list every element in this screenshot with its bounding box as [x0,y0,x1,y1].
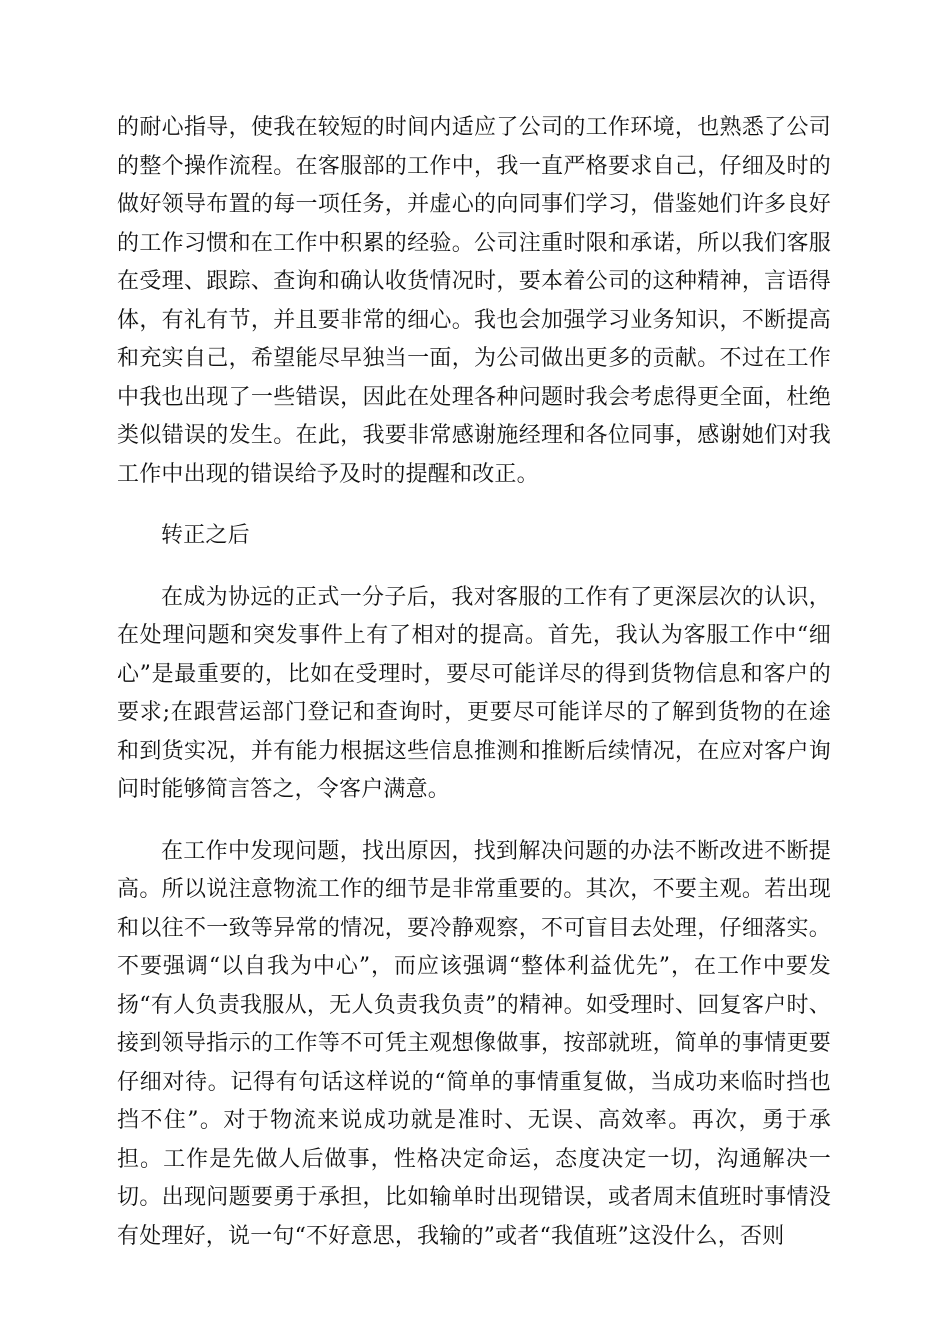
paragraph-after-probation: 在成为协远的正式一分子后，我对客服的工作有了更深层次的认识，在处理问题和突发事件上有了相对的提高。首先，我认为客服工作中“细心”是最重要的，比如在受理时，要尽可能详尽的得到货物信息和客户的要求;在跟营运部门登记和查询时，更要尽可能详尽的了解到货物的在途和到货实况，并有能力根据这些信息推测和推断后续情况，在应对客户询问时能够简言答之，令客户满意。 [117,584,831,802]
paragraph-continued: 的耐心指导，使我在较短的时间内适应了公司的工作环境，也熟悉了公司的整个操作流程。在客服部的工作中，我一直严格要求自己，仔细及时的做好领导布置的每一项任务，并虚心的向同事们学习，借鉴她们许多良好的工作习惯和在工作中积累的经验。公司注重时限和承诺，所以我们客服在受理、跟踪、查询和确认收货情况时，要本着公司的这种精神，言语得体，有礼有节，并且要非常的细心。我也会加强学习业务知识，不断提高和充实自己，希望能尽早独当一面，为公司做出更多的贡献。不过在工作中我也出现了一些错误，因此在处理各种问题时我会考虑得更全面，杜绝类似错误的发生。在此，我要非常感谢施经理和各位同事，感谢她们对我工作中出现的错误给予及时的提醒和改正。 [117,115,831,487]
document-page [117,109,831,1256]
paragraph-finding-problems: 在工作中发现问题，找出原因，找到解决问题的办法不断改进不断提高。所以说注意物流工作的细节是非常重要的。其次，不要主观。若出现和以往不一致等异常的情况，要冷静观察，不可盲目去处理，仔细落实。不要强调“以自我为中心”，而应该强调“整体利益优先”，在工作中要发扬“有人负责我服从，无人负责我负责”的精神。如受理时、回复客户时、接到领导指示的工作等不可凭主观想像做事，按部就班，简单的事情更要仔细对待。记得有句话这样说的“简单的事情重复做，当成功来临时挡也挡不住”。对于物流来说成功就是准时、无误、高效率。再次，勇于承担。工作是先做人后做事，性格决定命运，态度决定一切，沟通解决一切。出现问题要勇于承担，比如输单时出现错误，或者周末值班时事情没有处理好，说一句“不好意思，我输的”或者“我值班”这没什么，否则 [117,838,831,1249]
section-heading: 转正之后 [161,523,250,548]
